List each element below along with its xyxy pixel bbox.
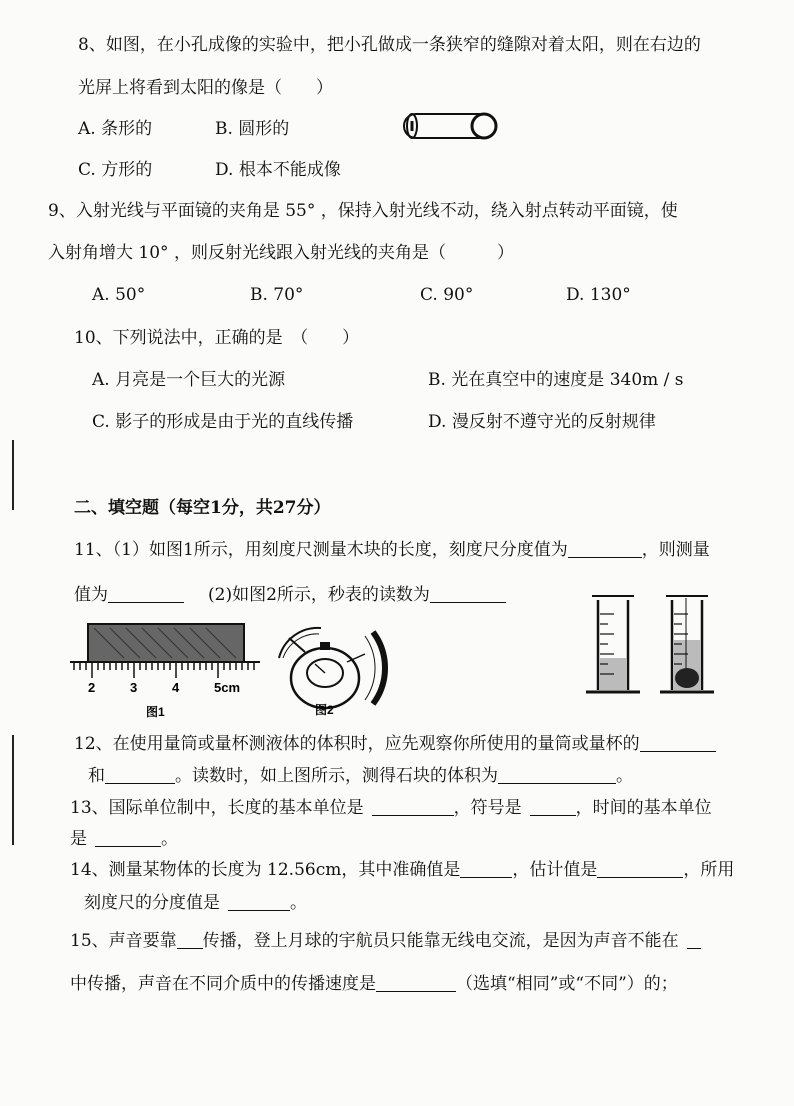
q15-text-c: 中传播，声音在不同介质中的传播速度是 <box>70 974 376 994</box>
figure2-stopwatch <box>265 618 415 718</box>
q9-option-d: D. 130° <box>566 285 631 305</box>
q13-text-d: 是 <box>70 829 87 849</box>
figure1-caption: 图1 <box>146 705 165 719</box>
q12-blank-range <box>640 735 716 752</box>
q9-line1: 9、入射光线与平面镜的夹角是 55° ，保持入射光线不动，绕入射点转动平面镜，使 <box>48 201 678 221</box>
q10-option-a: A. 月亮是一个巨大的光源 <box>92 370 286 390</box>
q13-blank-time-unit <box>95 830 161 847</box>
q15-text-d: （选填“相同”或“不同”）的； <box>456 974 678 994</box>
q12-text-a: 12、在使用量筒或量杯测液体的体积时，应先观察你所使用的量筒或量杯的 <box>74 734 640 754</box>
q10-option-d: D. 漫反射不遵守光的反射规律 <box>428 412 656 432</box>
ruler-tick-5cm: 5cm <box>214 680 241 695</box>
q13-line1 <box>70 799 712 817</box>
scan-margin-mark <box>12 440 14 510</box>
q12-text-b: 和 <box>88 766 105 786</box>
figure2-caption: 图2 <box>315 703 334 717</box>
ruler-tick-4: 4 <box>172 680 180 695</box>
q14-text-e: 。 <box>290 893 307 913</box>
q8-option-b: B. 圆形的 <box>215 119 290 139</box>
q11-text-d: (2)如图2所示，秒表的读数为 <box>208 585 430 605</box>
q12-text-d: 。 <box>616 766 633 786</box>
ruler-tick-2: 2 <box>88 680 96 695</box>
q13-text-a: 13、国际单位制中，长度的基本单位是 <box>70 798 364 818</box>
q8-line1: 8、如图，在小孔成像的实验中，把小孔做成一条狭窄的缝隙对着太阳，则在右边的 <box>78 35 701 55</box>
q14-text-d: 刻度尺的分度值是 <box>84 893 220 913</box>
q11-blank-length <box>108 586 184 603</box>
q13-text-c: ，时间的基本单位 <box>575 798 712 818</box>
q15-line1 <box>70 932 701 950</box>
q12-line2 <box>88 767 633 785</box>
q13-line2 <box>70 830 178 848</box>
q9-option-c: C. 90° <box>420 285 474 305</box>
q14-blank-division <box>228 894 290 911</box>
q9-option-b: B. 70° <box>250 285 304 305</box>
q11-blank-stopwatch <box>430 586 506 603</box>
q11-text-c: 值为 <box>74 585 108 605</box>
q11-text-a: 11、（1）如图1所示，用刻度尺测量木块的长度，刻度尺分度值为 <box>74 540 568 560</box>
graduated-cylinders-figure <box>580 590 720 700</box>
q14-text-c: ，所用 <box>683 860 735 880</box>
q8-option-a: A. 条形的 <box>78 119 153 139</box>
figure1-ruler <box>70 620 260 720</box>
q15-blank-vacuum <box>687 932 701 949</box>
q13-blank-symbol <box>530 799 576 816</box>
q12-blank-volume <box>498 767 616 784</box>
q12-blank-division <box>105 767 175 784</box>
q14-line1 <box>70 861 734 879</box>
pinhole-camera-figure <box>400 110 504 142</box>
q10-line1: 10、下列说法中，正确的是 （ ） <box>74 328 360 348</box>
section2-title: 二、填空题（每空1分，共27分） <box>74 498 331 518</box>
q10-option-b: B. 光在真空中的速度是 340m / s <box>428 370 684 390</box>
q14-blank-accurate <box>460 861 512 878</box>
q8-option-c: C. 方形的 <box>78 160 153 180</box>
q13-blank-length-unit <box>372 799 454 816</box>
q15-blank-medium <box>177 932 203 949</box>
q15-text-a: 15、声音要靠 <box>70 931 177 951</box>
q13-text-b: ，符号是 <box>453 798 522 818</box>
q11-blank-division <box>568 541 642 558</box>
q15-blank-speed <box>376 975 456 992</box>
q15-line2 <box>70 975 678 993</box>
q8-option-d: D. 根本不能成像 <box>215 160 341 180</box>
scan-margin-mark <box>12 735 14 845</box>
q9-option-a: A. 50° <box>92 285 146 305</box>
q15-text-b: 传播，登上月球的宇航员只能靠无线电交流，是因为声音不能在 <box>202 931 679 951</box>
q13-text-e: 。 <box>161 829 178 849</box>
q11-text-b: ，则测量 <box>641 540 710 560</box>
q12-line1 <box>74 735 716 753</box>
q14-blank-estimate <box>597 861 683 878</box>
q14-line2 <box>84 894 307 912</box>
q9-line2: 入射角增大 10° ，则反射光线跟入射光线的夹角是（ ） <box>48 243 514 263</box>
ruler-tick-3: 3 <box>130 680 138 695</box>
q10-option-c: C. 影子的形成是由于光的直线传播 <box>92 412 354 432</box>
q11-line2 <box>74 586 506 604</box>
q11-line1 <box>74 541 710 559</box>
q14-text-b: ，估计值是 <box>512 860 598 880</box>
q8-line2: 光屏上将看到太阳的像是（ ） <box>78 78 333 98</box>
q14-text-a: 14、测量某物体的长度为 12.56cm，其中准确值是 <box>70 860 461 880</box>
q12-text-c: 。读数时，如上图所示，测得石块的体积为 <box>175 766 498 786</box>
